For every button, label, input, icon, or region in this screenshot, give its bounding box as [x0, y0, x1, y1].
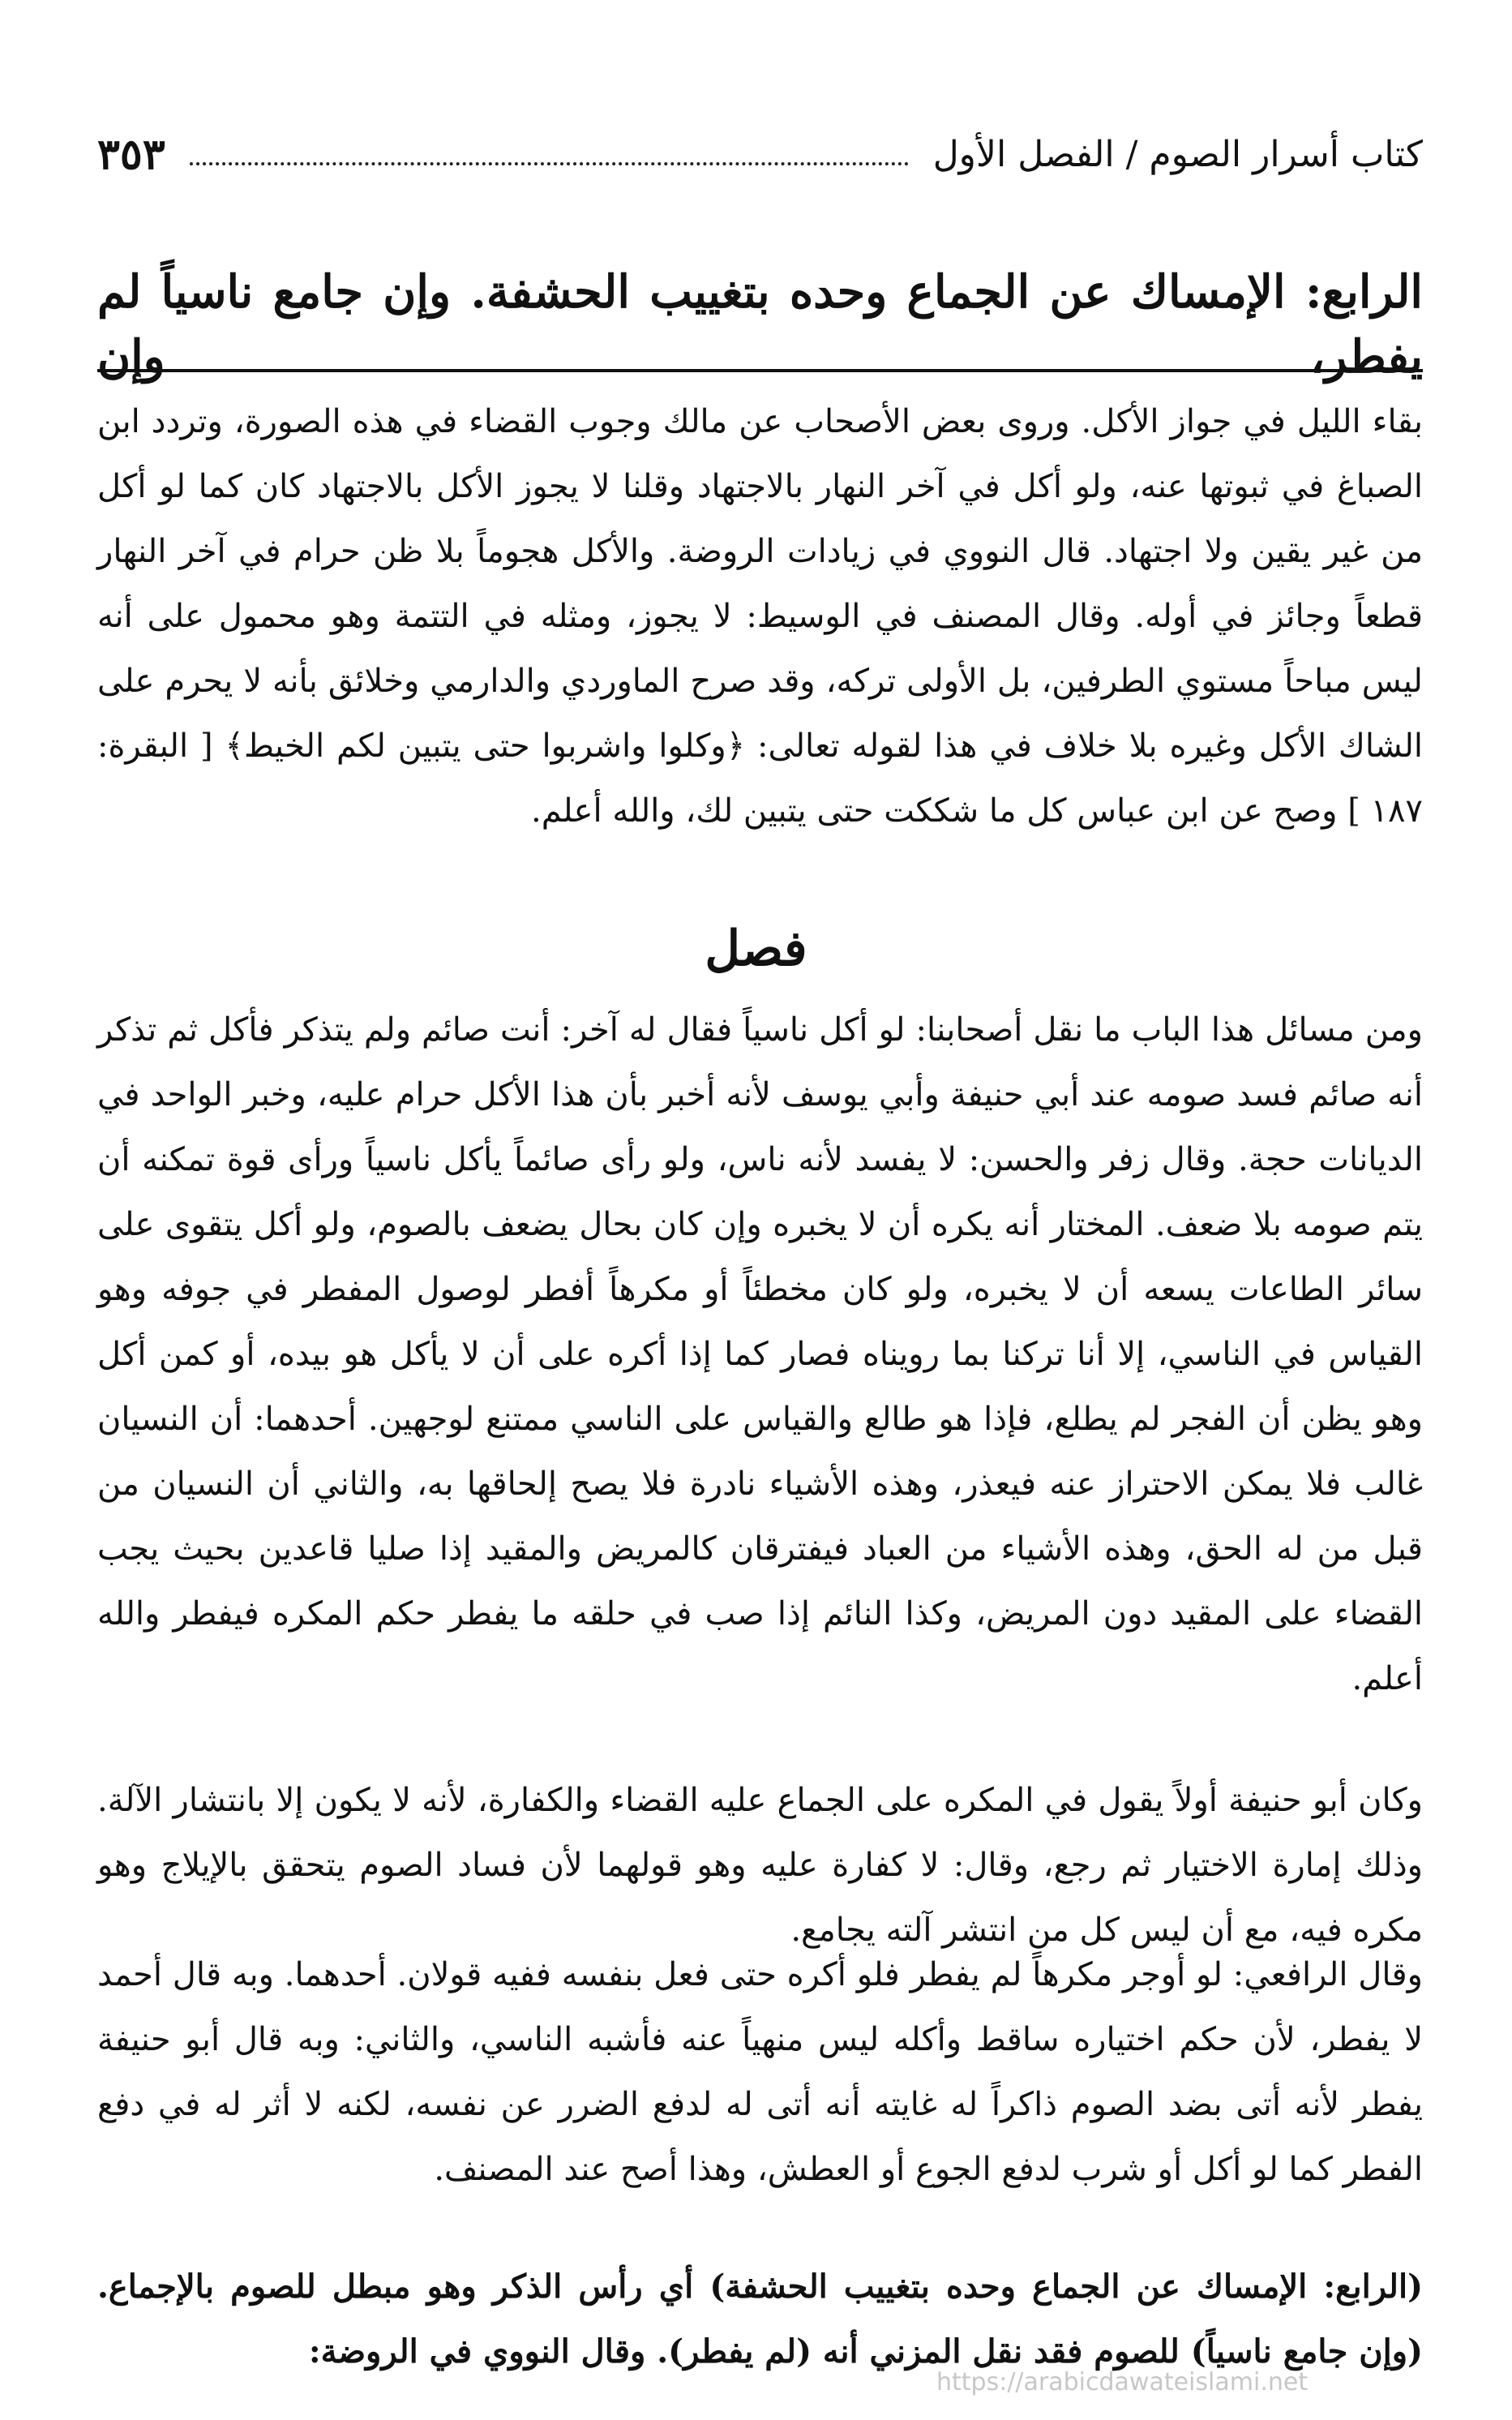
main-text: الرابع: الإمساك عن الجماع وحده بتغييب الحشفة. وإن جامع ناسياً لم يفطر، وإن: [97, 265, 1423, 384]
leader-dots: [190, 162, 909, 165]
page-header: [97, 122, 1423, 187]
page-number: ٣٥٣: [97, 129, 165, 179]
separator-rule: [97, 369, 1423, 372]
commentary-paragraph-1: بقاء الليل في جواز الأكل. وروى بعض الأصحاب عن مالك وجوب القضاء في هذه الصورة، وتردد ابن الصباغ في ثبوتها عنه، ولو أكل في آخر النهار بالاجتهاد وقلنا لا يجوز الأكل بالاجتهاد كان كما لو أكل من غير يقين ولا اجتهاد. قال النووي في زيادات الروضة. والأكل هجوماً بلا ظن حرام في آخر النهار قطعاً وجائز في أوله. وقال المصنف في الوسيط: لا يجوز، ومثله في التتمة وهو محمول على أنه ليس مباحاً مستوي الطرفين، بل الأولى تركه، وقد صرح الماوردي والدارمي وخلائق بأنه لا يحرم على الشاك الأكل وغيره بلا خلاف في هذا لقوله تعالى: ﴿وكلوا واشربوا حتى يتبين لكم الخيط﴾ [ البقرة: ١٨٧ ] وصح عن ابن عباس كل ما شككت حتى يتبين لك، والله أعلم.: [97, 403, 1423, 830]
running-title: كتاب أسرار الصوم / الفصل الأول: [932, 133, 1423, 175]
commentary-paragraph-2: ومن مسائل هذا الباب ما نقل أصحابنا: لو أكل ناسياً فقال له آخر: أنت صائم ولم يتذكر فأكل ثم تذكر أنه صائم فسد صومه عند أبي حنيفة وأبي يوسف لأنه أخبر بأن هذا الأكل حرام عليه، وخبر الواحد في الديانات حجة. وقال زفر والحسن: لا يفسد لأنه ناس، ولو رأى صائماً يأكل ناسياً ورأى قوة تمكنه أن يتم صومه بلا ضعف. المختار أنه يكره أن لا يخبره وإن كان بحال يضعف بالصوم، ولو أكل يتقوى على سائر الطاعات يسعه أن لا يخبره، ولو كان مخطئاً أو مكرهاً أفطر لوصول المفطر في جوفه وهو القياس في الناسي، إلا أنا تركنا بما رويناه فصار كما إذا أكره على أن لا يأكل هو بيده، أو كمن أكل وهو يظن أن الفجر لم يطلع، فإذا هو طالع والقياس على الناسي ممتنع لوجهين. أحدهما: أن النسيان غالب فلا يمكن الاحتراز عنه فيعذر، وهذه الأشياء نادرة فلا يصح إلحاقها به، والثاني أن النسيان من قبل من له الحق، وهذه الأشياء من العباد فيفترقان كالمريض والمقيد إذا صليا قاعدين بحيث يجب القضاء على المقيد دون المريض، وكذا النائم إذا صب في حلقه ما يفطر حكم المكره فيفطر والله أعلم.: [97, 1011, 1423, 1697]
commentary-paragraph-5: (الرابع: الإمساك عن الجماع وحده بتغييب الحشفة) أي رأس الذكر وهو مبطل للصوم بالإجماع. (وإن جامع ناسياً) للصوم فقد نقل المزني أنه (لم يفطر). وقال النووي في الروضة:: [97, 2268, 1423, 2371]
section-heading: فصل: [705, 920, 807, 977]
watermark-url: https://arabicdawateislami.net: [936, 2368, 1309, 2396]
commentary-paragraph-4: وقال الرافعي: لو أوجر مكرهاً لم يفطر فلو أكره حتى فعل بنفسه ففيه قولان. أحدهما. وبه قال أحمد لا يفطر، لأن حكم اختياره ساقط وأكله ليس منهياً عنه فأشبه الناسي، والثاني: وبه قال أبو حنيفة يفطر لأنه أتى بضد الصوم ذاكراً له غايته أنه أتى له لدفع الضرر عن نفسه، لكنه لا أثر له في دفع الفطر كما لو أكل أو شرب لدفع الجوع أو العطش، وهذا أصح عند المصنف.: [97, 1956, 1423, 2188]
commentary-paragraph-3: وكان أبو حنيفة أولاً يقول في المكره على الجماع عليه القضاء والكفارة، لأنه لا يكون إلا بانتشار الآلة. وذلك إمارة الاختيار ثم رجع، وقال: لا كفارة عليه وهو قولهما لأن فساد الصوم يتحقق بالإيلاج وهو مكره فيه، مع أن ليس كل من انتشر آلته يجامع.: [97, 1782, 1423, 1949]
